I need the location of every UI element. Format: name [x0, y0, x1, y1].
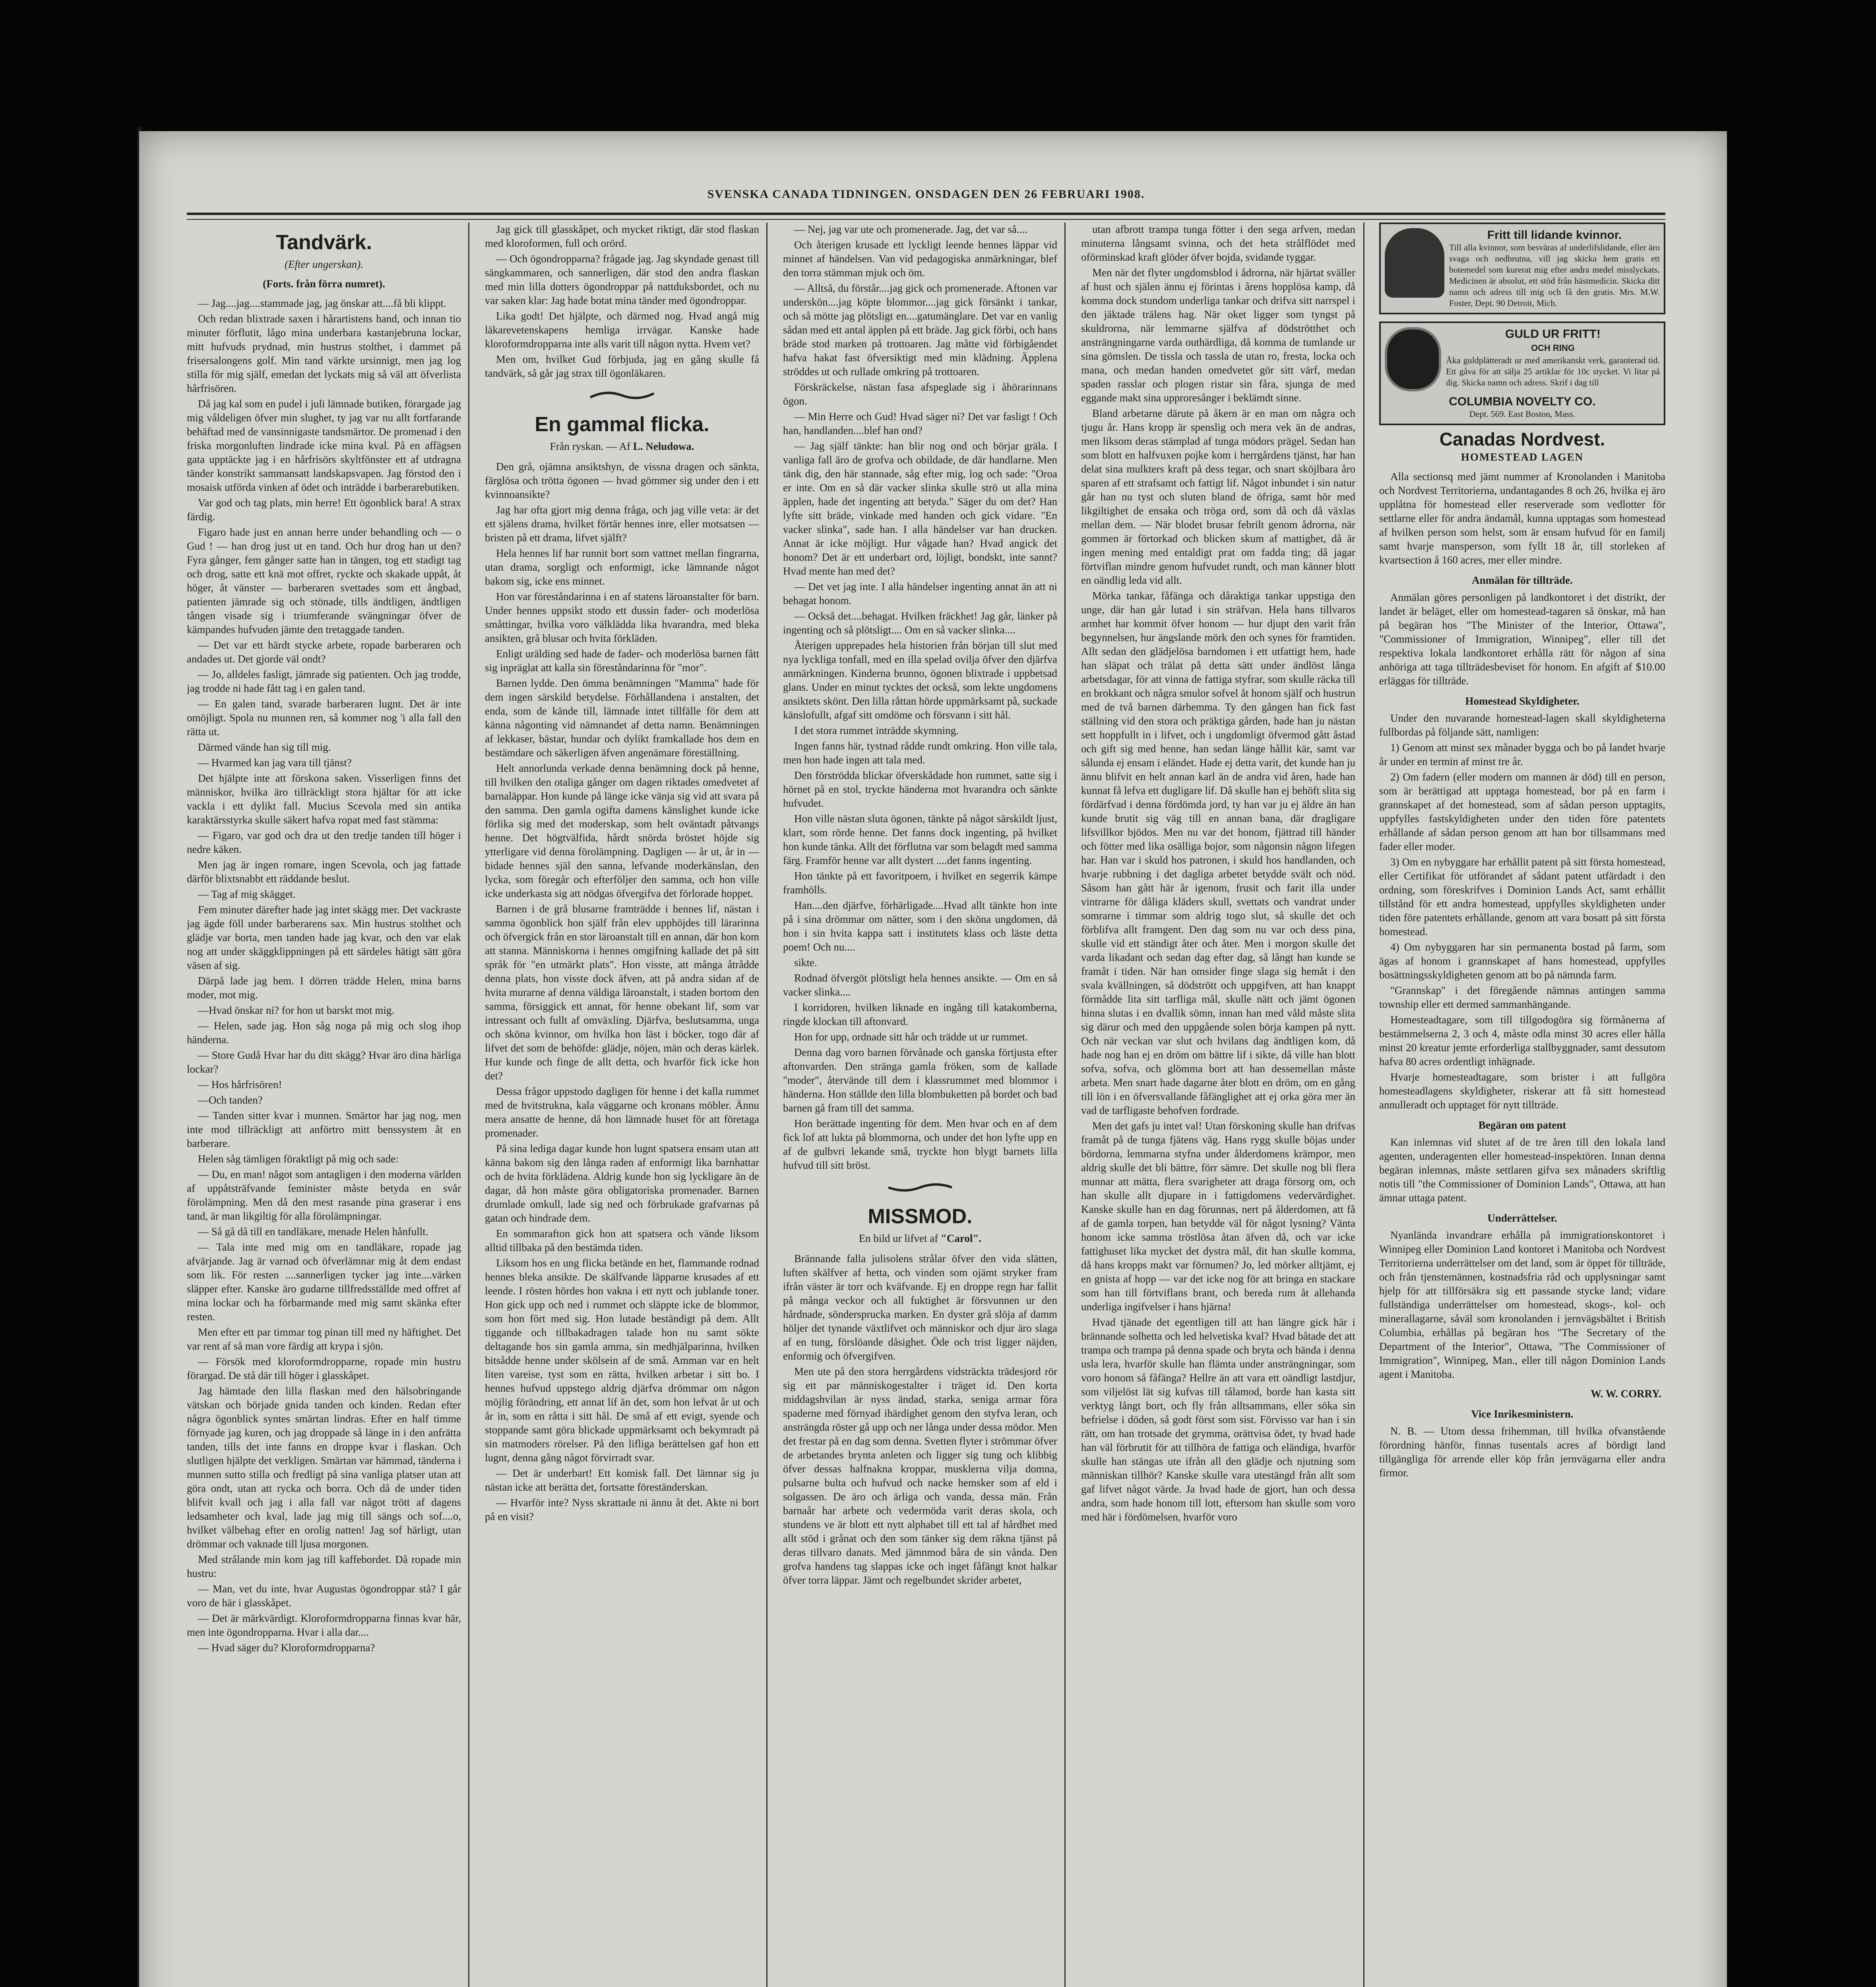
- paragraph: — En galen tand, svarade barberaren lugnt. Det är inte omöjligt. Spola nu munnen ren, så kommer nog 'i alla fall den rätta ut.: [187, 698, 461, 738]
- article-body: [187, 296, 461, 1655]
- paragraph: Ingen fanns här, tystnad rådde rundt omkring. Hon ville tala, men hon hade ingen att tala med.: [783, 740, 1057, 766]
- paragraph: Den förströdda blickar öfverskådade hon rummet, satte sig i hörnet på en stol, tryckte händerna mot hvarandra och sänkte hufvudet.: [783, 769, 1057, 809]
- newspaper-page: [139, 131, 1727, 1987]
- paragraph: — Tag af mig skägget.: [198, 888, 296, 900]
- byline-author: "Carol".: [940, 1232, 982, 1244]
- paragraph: Hon tänkte på ett favoritpoem, i hvilket en segerrik kämpe framhölls.: [783, 870, 1057, 896]
- paragraph: I det stora rummet inträdde skymning.: [794, 724, 959, 736]
- paragraph: En sommarafton gick hon att spatsera och vände liksom alltid tillbaka på den bestämda tiden.: [485, 1228, 759, 1253]
- paragraph: Nyanlända invandrare erhålla på immigrationskontoret i Winnipeg eller Dominion Land kontoret i Manitoba och Nordvest Territorierna underrättelser om det land, som är öppet för tillträde, och från tjenstemännen, kostnadsfria råd och upplysningar samt hjelp för att tillförsäkra sig ett passande stycke land; vidare fullständiga underrättelser om homestead, skogs-, kol- och minerallagarne, såväl som kronolanden i jernvägsbältet i British Columbia, erhållas på begäran hos "The Secretary of the Department of the Interior", Ottawa, "The Commissioner of Immigration", Winnipeg, Man., eller till någon Dominion Lands agent i Manitoba.: [1379, 1229, 1665, 1380]
- paragraph: Jag gick till glasskåpet, och mycket riktigt, där stod flaskan med kloroformen, full och orörd.: [485, 223, 759, 249]
- paragraph: Men om, hvilket Gud förbjuda, jag en gång skulle få tandvärk, så går jag strax till ögonläkaren.: [485, 353, 759, 379]
- paragraph: Han....den djärfve, förhärligade....Hvad allt tänkte hon inte på i sina drömmar om nätter, som i den sköna ungdomen, då hon i sin hvita kappa satt i institutets klass och läste detta poem! Och nu....: [783, 899, 1057, 953]
- paragraph: Hela hennes lif har runnit bort som vattnet mellan fingrarna, utan drama, sorgligt och enformigt, icke lämnande något bakom sig, icke ens minnet.: [485, 547, 759, 587]
- paragraph: — Det är märkvärdigt. Kloroformdropparna finnas kvar här, men inte ögondropparna. Hvar i alla dar....: [187, 1612, 461, 1638]
- paragraph: — Också det....behagat. Hvilken fräckhet! Jag går, länker på ingenting och så plötsligt.... Om en så vacker slinka....: [783, 610, 1057, 636]
- paragraph: — Alltså, du förstår....jag gick och promenerade. Aftonen var underskön....jag köpte blommor....jag gick försänkt i tankar, och så mötte jag plötsligt en....gatumänglare. Det var en vanlig sådan med ett antal äpplen på ett bräde. Jag gick förbi, och hans bräde stod marken på trottoaren. Jag måtte vid förbigåendet hafva hakat fast öfversiktigt med min klädning. Äpplena ströddes ut och rullade omkring på trottoaren.: [783, 282, 1057, 378]
- signature: W. W. CORRY.: [1591, 1388, 1661, 1400]
- paragraph: Men ute på den stora herrgårdens vidsträckta trädesjord rör sig ett par människogestalter i träget id. Den korta middagshvilan är nyss ändad, starka, seniga armar föra spaderne med förnyad ihärdighet genom den styfva leran, och ansträngda röster gå upp och ner långa under dessa mödor. Men det frestar på en dag som denna. Svetten flyter i strömmar öfver de arbetandes brynta anleten och ligger sig tung och klibbig öfver dessas halfnakna kroppar, musklerna vilja domna, pulsarne bulta och hufvud och nacke hemsker som af eld i solgassen. De äro och ärliga och vanda, dessa män. Från barnaår har arbete och vedermöda varit deras skola, och stundens ve är blott ett nytt alphabet till ett tal af hårdhet med allt stöd i grånat och den som tänker sig dem räkna tjänst på deras tillvaro danats. Med jämnmod båra de sin vånda. Den grofva handens tag slappas icke och inget fåfängt knot halkar öfver torra läppar. Jämt och regelbundet skrider arbetet,: [783, 1365, 1057, 1586]
- paragraph: Förskräckelse, nästan fasa afspeglade sig i åhörarinnans ögon.: [783, 381, 1057, 407]
- paragraph: 1) Genom att minst sex månader bygga och bo på landet hvarje år under en termin af minst tre år.: [1379, 742, 1665, 767]
- paragraph: — Hvarför inte? Nyss skrattade ni ännu åt det. Akte ni bort på en visit?: [485, 1497, 759, 1522]
- column-5: [1379, 223, 1665, 1987]
- paragraph: Anmälan göres personligen på landkontoret i det distrikt, der landet är beläget, eller om homestead-tagaren så önskar, må han på begäran hos "The Minister of the Interior, Ottawa", "Commissioner of Immigration, Winnipeg", eller till det respektiva lokala landkontoret erhålla rätt för någon af sina anhöriga att taga tillträdesbeviset för honom. En afgift af $10.00 erläggas för tillträde.: [1379, 591, 1665, 687]
- paragraph: Men när det flyter ungdomsblod i ådrorna, när hjärtat sväller af hust och själen ännu ej förintas i årens hopplösa kamp, då komma dock stundom underliga tankar och drifva sitt narrspel i den jäktade trälens hag. När oket ligger som tyngst på skuldrorna, när lemmarne själfva af dödströtthet och ansträngningarne varda outhärdliga, då komma de tumlande ur sina gömslen. De tissla och tassla de utan ro, fresta, locka och mana, och medan handen omedvetet gör sitt värf, medan spaden rasslar och plogen ristar sin fåra, sjunga de med eggande makt sina upproresånger i beklämdt sinne.: [1081, 267, 1355, 404]
- paragraph: Hvarje homesteadtagare, som brister i att fullgöra homesteadlagens skyldigheter, riskerar att få sitt homestead annulleradt och upptaget för nytt tillträde.: [1379, 1071, 1665, 1111]
- paragraph: — Tala inte med mig om en tandläkare, ropade jag afvärjande. Jag är varnad och öfverlämnar mig åt dem endast som lik. För resten ....sannerligen tycker jag inte....värken släpper efter. Kanske äro gudarne tillfredsställde med offret af mina lockar och ha förbarmande med mig samt skänka efter resten.: [187, 1241, 461, 1323]
- woman-portrait-icon: [1385, 228, 1444, 298]
- paragraph: 2) Om fadern (eller modern om mannen är död) till en person, som är berättigad att upptaga homestead, bor på en farm i grannskapet af det homestead, som af sådan person upptagits, uppfylles fastskyldigheten under den tiden före patentets erhållande af sådan person genom att han bor tillsammans med fader eller moder.: [1379, 771, 1665, 852]
- paragraph: Figaro hade just en annan herre under behandling och — o Gud ! — han drog just ut en tand. Och hur drog han ut den? Fyra gånger, fem gånger satte han in tängen, tog ett stadigt tag och drog, satte ett knä mot offret, ryckte och skakade uppåt, åt höger, åt vänster — barberaren svettades som ett ångbad, patienten jämrade sig och stönade, tills ändtligen, ändtligen tången visade sig i triumferande svängningar öfver de kämpandes hufvuden jämte den tretaggade tanden.: [187, 526, 461, 635]
- ad-title: GULD UR FRITT!: [1505, 327, 1601, 341]
- paragraph: Kan inlemnas vid slutet af de tre åren till den lokala land agenten, underagenten eller homestead-inspektören. Innan denna begäran inlemnas, måste settlaren gifva sex månaders skriftlig notis till "the Commissioner of Dominion Lands", Ottawa, att han ämnar uttaga patent.: [1379, 1136, 1665, 1204]
- paragraph: Alla sectionsq med jämt nummer af Kronolanden i Manitoba och Nordvest Territorierna, undantagandes 8 och 26, hvilka ej äro upplåtna för homestead eller reserverade som vedlotter för settlarne eller för andra ändamål, kunna upptagas som homestead af hvilken person som helst, som är ensam hufvud för en familj samt hvarje mansperson, som fyllt 18 år, till storleken af kvartsection å 160 acres, mer eller mindre.: [1379, 471, 1665, 566]
- paragraph: — Jag....jag....stammade jag, jag önskar att....få bli klippt.: [198, 297, 446, 309]
- paragraph: Hon berättade ingenting för dem. Men hvar och en af dem fick lof att lukta på blommorna, och under det hon lyfte upp en af de gulbvri lekande små, tryckte hon blygt barnets lilla hufvud till sitt bröst.: [783, 1117, 1057, 1171]
- paragraph: I korridoren, hvilken liknade en ingång till katakomberna, ringde klockan till aftonvard.: [783, 1001, 1057, 1027]
- ornament-icon: [586, 389, 658, 401]
- subheading: Anmälan för tillträde.: [1472, 574, 1573, 586]
- paragraph: — Hvad säger du? Kloroformdropparna?: [198, 1642, 375, 1654]
- paragraph: Dessa frågor uppstodo dagligen för henne i det kalla rummet med de hvitstrukna, kala väggarne och kronans möbler. Ännu mera ansatte de henne, då hon lämnade huset för att företaga promenader.: [485, 1085, 759, 1139]
- paragraph: — Och ögondropparna? frågade jag. Jag skyndade genast till sängkammaren, och sannerligen, där stod den andra flaskan med min lilla dotters ögondroppar på nattduksbordet, och nu var saken klar: Jag hade botat mina tänder med ögondroppar.: [485, 253, 759, 306]
- paragraph: Denna dag voro barnen förvånade och ganska förtjusta efter aftonvarden. Den stränga gamla fröken, som de kallade "moder", återvände till dem i klassrummet med blommor i händerna. Hon ställde den lilla blombuketten på bordet och bad barnen gå fram till det samma.: [783, 1046, 1057, 1114]
- ornament-divider: [485, 389, 759, 403]
- paragraph: Jag hämtade den lilla flaskan med den hälsobringande vätskan och började gnida tanden och kinden. Redan efter några ögonblick syntes smärtan lindras. Efter en half timme förnyade jag kuren, och jag droppade så länge in i den anfrätta tanden, tills det inte fanns en droppe kvar i flaskan. Och slutligen hjälpte det verkligen. Smärtan var hämmad, tänderna i munnen sutto stilla och fredligt på sina vanliga platser utan att göra ondt, utan att rycka och borra. Och då de under tiden blifvit kvall och jag i alla fall var något trött af dagens ledsamheter och kval, lade jag mig till sängs och sof....o, hvilket välbehag efter en orolig natten! Jag sof härligt, utan drömmar och vaknade till ljusa morgonen.: [187, 1385, 461, 1550]
- paragraph: — Man, vet du inte, hvar Augustas ögondroppar stå? I går voro de här i glasskåpet.: [187, 1583, 461, 1609]
- column-rule: [1064, 223, 1066, 1987]
- story-byline: [485, 440, 759, 453]
- paragraph: Enligt urälding sed hade de fader- och moderlösa barnen fått sig inpräglat att kalla sin föreståndarinna för "mor".: [485, 648, 759, 674]
- paragraph: Den grå, ojämna ansiktshyn, de vissna dragen och sänkta, färglösa och trötta ögonen — hvad gömmer sig under den i ett kvinnoansikte?: [485, 461, 759, 500]
- column-4: [1081, 223, 1355, 1987]
- subheading: Homestead Skyldigheter.: [1465, 695, 1579, 707]
- poem-title: MISSMOD.: [868, 1205, 973, 1228]
- column-rule: [468, 223, 469, 1987]
- paragraph: 3) Om en nybyggare har erhållit patent på sitt första homestead, eller Certifikat för utförandet af sådant patent utfärdadt i den ordning, som föreskrifves i Dominion Lands Act, samt erhållit tillstånd för ett andra homestead, uppfylles skyldigheten under tiden före patentets erhållande, genom att vara bosatt på sitt första homestead.: [1379, 856, 1665, 937]
- paragraph: Därmed vände han sig till mig.: [198, 741, 331, 753]
- paragraph: Fem minuter därefter hade jag intet skägg mer. Det vackraste jag ägde föll under barberarens sax. Min hustrus stolthet och glädje var borta, men tanden hade jag kvar, och den var elak nog att under skäggklippningen på ett särdeles hätigt sätt göra väsen af sig.: [187, 904, 461, 971]
- ad-text: Åka guldplätteradt ur med amerikanskt verk, garanterad tid. Ett gåva för att sälja 25 artiklar för 10c stycket. Vi litar på dig. Skicka namn och adress. Skrif i dag till: [1446, 355, 1660, 387]
- byline-prefix: Från ryskan. — Af: [550, 440, 633, 452]
- paragraph: Brännande falla julisolens strålar öfver den vida slätten, luften skälfver af hetta, och vinden som ojämt stryker fram ifrån väster är torr och kväfvande. Ej en droppe regn har fallit på många veckor och all fuktighet är försvunnen ur den hårdnade, söndersprucka marken. En dyster grå slöja af damm höljer det tynande växtlifvet och människor och djur äro slaga af en tung, förslöande dåsighet. Öde och trist ligger näjden, enformig och öfvergifven.: [783, 1253, 1057, 1362]
- paragraph: På sina lediga dagar kunde hon lugnt spatsera ensam utan att känna bakom sig den långa raden af enformigt lika barnhattar och de hvita förklädena. Aldrig kunde hon sig lyckligare än de dagar, då hon måste göra obligatoriska promenader. Barnen drumlade omkull, lade sig ned och förbrukade grafvarnas på gatan och hindrade dem.: [485, 1143, 759, 1224]
- story-title: En gammal flicka.: [535, 413, 709, 436]
- paragraph: — Nej, jag var ute och promenerade. Jag, det var så....: [794, 223, 1028, 235]
- paragraph: Var god och tag plats, min herre! Ett ögonblick bara! A strax färdig.: [187, 497, 461, 523]
- paragraph: Under den nuvarande homestead-lagen skall skyldigheterna fullbordas på följande sätt, namligen:: [1379, 712, 1665, 738]
- paragraph: "Grannskap" i det föregående nämnas antingen samma township eller ett dermed sammanhängande.: [1379, 984, 1665, 1010]
- ad-company: COLUMBIA NOVELTY CO.: [1449, 395, 1596, 408]
- paragraph: — Min Herre och Gud! Hvad säger ni? Det var fasligt ! Och han, handlanden....blef han ond?: [783, 411, 1057, 436]
- continuation-note: (Forts. från förra numret).: [263, 278, 385, 290]
- paragraph: — Jo, alldeles fasligt, jämrade sig patienten. Och jag trodde, jag trodde ni hade fått tag i en galen tand.: [187, 668, 461, 694]
- paragraph: Homesteadtagare, som till tillgodogöra sig förmånerna af bestämmelserna 2, 3 och 4, måste odla minst 30 acres eller hålla minst 20 kreatur jemte erforderliga stallbyggnader, samt dessutom hafva 80 acres ordentligt inhägnade.: [1379, 1014, 1665, 1067]
- masthead: SVENSKA CANADA TIDNINGEN. ONSDAGEN DEN 26 FEBRUARI 1908.: [707, 188, 1145, 201]
- paragraph: Då jag kal som en pudel i juli lämnade butiken, förargade jag mig våldeligen öfver min slughet, ty jag var nu allt fortfarande behäftad med de vansinnigaste tandsmärtor. De promenad i den friska morgonluften lindrade icke mina kval. På en affägsen gata upptäckte jag i en hårfrisörs skyltfönster ett af utdragna tänder konstrikt sammansatt landskapsvapen. Jag förstod den i mosaisk utförda vinken af ödet och inträdde i barberarebutiken.: [187, 398, 461, 493]
- advertisement-women: [1379, 223, 1665, 314]
- column-rule: [1363, 223, 1364, 1987]
- paragraph: 4) Om nybyggaren har sin permanenta bostad på farm, som ägas af honom i grannskapet af hans homestead, uppfylles bosättningsskyldigheten genom att bo på nämnda farm.: [1379, 941, 1665, 981]
- advertisement-watch: [1379, 321, 1665, 425]
- poem-byline: [783, 1232, 1057, 1245]
- paragraph: Barnen i de grå blusarne framträdde i hennes lif, nästan i samma ögonblick hon själf från elev upphöjdes till lärarinna och öfvergick från en stor läroanstalt till en annan, där hon kom att stanna. Människorna i hennes omgifning kallade det på sitt språk för "en utmärkt plats". Hon visste, att många åtrådde denna plats, hon visste dock äfven, att på andra sidan af de hvita murarne af denna väldiga läroanstalt, i staden bortom den samma, försiggick ett annat, för henne obekant lif, som var intressant och fullt af omväxling. Djärfva, beslutsamma, unga och sköna kvinnor, om hvilka hon läst i böcker, togo där af lifvet det som de behöfde: glädje, nöjen, män och deras kärlek. Hur kunde och finge de allt detta, och hvarför fick icke hon det?: [485, 903, 759, 1082]
- byline-prefix: En bild ur lifvet af: [859, 1232, 941, 1244]
- section-title: Canadas Nordvest.: [1439, 429, 1605, 449]
- paragraph: — Det var ett härdt stycke arbete, ropade barberaren och andades ut. Det gjorde väl ondt?: [187, 639, 461, 665]
- paragraph: sikte.: [794, 957, 817, 968]
- paragraph: Barnen lydde. Den ömma benämningen "Mamma" hade för dem ingen särskild betydelse. Förhållandena i anstalten, det enda, som de kände till, lämnade intet tillfälle för dem att känna någonting vid nämnandet af detta namn. Benämningen af lekkaser, bästar, hundar och dylikt framkallade hos dem en bestämdare och säkerligen äfven angenämare föreställning.: [485, 677, 759, 759]
- paragraph: Men jag är ingen romare, ingen Scevola, och jag fattade därför blixtsnabbt ett räddande beslut.: [187, 859, 461, 885]
- ad-title: Fritt till lidande kvinnor.: [1487, 229, 1622, 242]
- paragraph: — Jag själf tänkte: han blir nog ond och börjar gräla. I vanliga fall äro de grofva och obildade, de där handlarne. Men tänk dig, den här stannade, såg efter mig, log och sade: "Oroa er inte. Om en så där vacker slinka skulle strö ut alla mina äpplen, hade det ingenting att betyda." Säger du om det? Han lyfte sitt bräde, vinkade med handen och gick vidare. "En vacker slinka", sade han. I alla händelser var han drucken. Annat är icke möjligt. Hur vågade han? Hvad angick det honom? Det är ett underbart ord, löjligt, bondskt, inte sannt? Hvad mente han med det?: [783, 440, 1057, 577]
- paragraph: — Försök med kloroformdropparne, ropade min hustru förargad. De stå där till höger i glasskåpet.: [187, 1356, 461, 1381]
- paragraph: Och återigen krusade ett lyckligt leende hennes läppar vid minnet af händelsen. Van vid pedagogiska anmärkningar, blef den torra stämman mjuk och öm.: [783, 239, 1057, 279]
- subheading: Underrättelser.: [1487, 1212, 1557, 1224]
- ornament-icon: [884, 1181, 956, 1193]
- signature-title: Vice Inrikesministern.: [1471, 1408, 1574, 1420]
- paragraph: Hon for upp, ordnade sitt hår och trädde ut ur rummet.: [794, 1031, 1028, 1043]
- paragraph: Och redan blixtrade saxen i hårartistens hand, och innan tio minuter förflutit, lågo mina underbara kastanjebruna lockar, mitt hufvuds prydnad, min hustrus stolthet, i dammet på frisersalongens golf. Min tand värkte ursinnigt, men jag log stilla för mig själf, emedan det lyckats mig så väl att öfverlista hårfrisören.: [187, 313, 461, 394]
- pocket-watch-icon: [1385, 327, 1441, 391]
- subheading: Begäran om patent: [1478, 1119, 1566, 1131]
- section-subtitle: HOMESTEAD LAGEN: [1461, 451, 1584, 463]
- paragraph: Men efter ett par timmar tog pinan till med ny häftighet. Det var rent af så man vore färdig att krypa i sjön.: [187, 1326, 461, 1352]
- paragraph: — Hvarmed kan jag vara till tjänst?: [198, 757, 352, 769]
- masthead-rule: [187, 213, 1665, 220]
- paragraph: — Tanden sitter kvar i munnen. Smärtor har jag nog, men inte mod tillräckligt att anförtro mitt benssystem åt en barberare.: [187, 1110, 461, 1149]
- column-2: [485, 223, 759, 1987]
- paragraph: — Figaro, var god och dra ut den tredje tanden till höger i nedre käken.: [187, 829, 461, 855]
- paragraph: —Hvad önskar ni? for hon ut barskt mot mig.: [198, 1004, 395, 1016]
- paragraph: Men det gafs ju intet val! Utan förskoning skulle han drifvas framåt på de tunga fjätens väg. Hans rygg skulle böjas under bördorna, lemmarna styfna under ålderdomens krämpor, men aldrig skulle det bli bättre, förr sämre. Det skulle nog bli flera munnar att mätta, flera svarigheter att draga försorg om, och han skulle allt djupare in i fattigdomens vedervärdighet. Kanske skulle han en dag förunnas, nert på ålderdomen, att få af de gamla torpen, han betydde väl för något lysning? Vänta honom icke samma tröstlösa åtan äfven då, och var icke fattighuset lika mycket det dystra mål, dit han skulle komma, då hans kropps makt var förnumen? Jo, led mörker alltjämt, ej en gnista af hopp — var det icke nog för att bringa en stackare som han till förtviflans brant, och bereda rum åt allehanda underliga ingifvelser i hans hjärna!: [1081, 1120, 1355, 1313]
- paragraph: — Helen, sade jag. Hon såg noga på mig och slog ihop händerna.: [187, 1020, 461, 1046]
- column-rule: [766, 223, 767, 1987]
- paragraph: Helen såg tämligen föraktligt på mig och sade:: [198, 1153, 399, 1165]
- paragraph: —Och tanden?: [198, 1094, 263, 1106]
- paragraph: Helt annorlunda verkade denna benämning dock på henne, till hvilken den otaliga gånger om dagen riktades omedvetet af barnaläppar. Hon kunde på länge icke vänja sig vid att svara på den samma. Den gamla ogifta damens känslighet kunde icke förlika sig med det moderskap, som helt oväntadt påtvangs henne. Det högtvälfida, hårdt snörda bröstet höjde sig ytterligare vid denna förolämpning. Dagligen — år ut, år in — bidade hennes själ den sanna, lefvande moderkänslan, den lycka, som föregår och efterföljer den samma, och hon ville icke underkasta sig att nödgas öfvergifva det förlorade hoppet.: [485, 762, 759, 899]
- paragraph: Det hjälpte inte att förskona saken. Visserligen finns det människor, hvilka äro tillräckligt stora hjältar för att icke vackla i ett dylikt fall. Mucius Scevola med sin antika karaktärsstyrka skulle säkert hafva ropat med fast stämma:: [187, 772, 461, 826]
- paragraph: Återigen upprepades hela historien från början till slut med nya lyckliga tonfall, med en illa spelad ovilja öfver den djärfva anmärkningen. Kinderna brunno, ögonen blixtrade i uppbetsad glans. Under en minut tycktes det också, som lekte ungdomens ansiktets skönt. Den lilla råttan hörde uppmärksamt på, suckade känslofullt, afgaf sitt omdöme och försvann i sitt hål.: [783, 639, 1057, 721]
- byline-author: L. Neludowa.: [633, 440, 694, 452]
- paragraph: Rodnad öfvergöt plötsligt hela hennes ansikte. — Om en så vacker slinka....: [783, 972, 1057, 998]
- paragraph: Mörka tankar, fåfänga och dåraktiga tankar uppstiga den unge, där han går lutad i sin sträfvan. Hela hans tillvaros armhet har kommit öfver honom — hur djupt den varit från begynnelsen, hur ängslande mörk den och synes för framtiden. Allt sedan den glädjelösa barndomen i ett utfattigt hem, hade han släpat och trälat på detta sätt under ändlöst långa arbetsdagar, för att vinna de fattiga styfrar, som skulle räcka till en brokkant och några smulor sofvel åt honom själf och hustrun med de två barnen därhemma. Ty den gången han fick fast ställning vid den stora och präktiga gården, hade han ju nästan sett hoppfullt in i lifvet, och i ungdomligt öfvermod gått åstad och gift sig med henne, han sedan länge hållit kär, samt var sålunda ej ensam i eländet. Hade ej detta varit, det kunde han ju ännu blifvit en helt annan karl än de andra vid åren, hade han kunnat få lefva ett dugligare lif. Då skulle han ej behöft slita sig fördärfvad i denna fördömda jord, ty han var ju ej äldre än han kunde brutit sig väg till en annan bana, där dragligare lifsvillkor bjödos. Men nu var det honom, fjättrad till händer och fötter med lika osälliga bojor, som någonsin någon lifegen har. Han var i skuld hos patronen, i skuld hos handlanden, och hvarje rubbning i det dagliga arbetet betydde svält och nöd. Såsom han gått här år igenom, frusit och farit illa under vintrarne för dåliga kläders skull, svettats och vandrat under somrarne i timmar som aldrig togo slut, så skulle det och förblifva allt framgent. Den dag som nu var och dess pina, skulle vid ett ständigt åter och åter. Men i morgon skulle det varda likadant och sedan dag efter dag, så långt han kunde se framåt i tiden. När han omsider finge slaga sig hemåt i den svala kvällningen, så dödstrött och uppgifven, att han knappt förmådde lita sitt tarfliga mål, skulle nätt och jämt ögonen hinna slutas i en dvallik sömn, innan han med våld måste slita sig därur och med den uppgående solen börja kampen på nytt. Och när veckan var slut och hvilans dag ändtligen kom, då hade nog han ej en dröm om bättre lif i sikte, då ville han blott sofva, sofva, och glömma bort att han dessemellan måste arbeta. Men snart hade dagarne åter blott en dröm, om en gång till lön i en öfversvallande fåfänglighet att ej orka göra mer än vad de tarfligaste behofven fordrade.: [1081, 590, 1355, 1116]
- paragraph: Hon ville nästan sluta ögonen, tänkte på något särskildt ljust, klart, som rörde henne. Det fanns dock ingenting, på hvilket hon kunde tänka. Allt det förflutna var som belagdt med samma färg. Framför henne var allt dystert ....det fanns ingenting.: [783, 813, 1057, 866]
- paragraph: Med strålande min kom jag till kaffebordet. Då ropade min hustru:: [187, 1553, 461, 1579]
- ad-subtitle: OCH RING: [1531, 343, 1575, 353]
- article-subtitle: (Efter ungerskan).: [285, 258, 363, 270]
- paragraph: Lika godt! Det hjälpte, och därmed nog. Hvad angå mig läkarevetenskapens hemliga irrvägar. Kanske hade kloroformdropparna inte alls varit till någon nytta. Hvem vet?: [485, 310, 759, 350]
- paragraph: Bland arbetarne därute på åkern är en man om några och tjugu år. Hans kropp är spenslig och mera vek än de andras, men liksom deras stämplad af tunga mödors prägel. Sedan han som blott en halfvuxen pojke kom i herrgårdens tjänst, har han delat sina mulkters kraft på dess tegar, och snart sköjlbara åro sparen af ett strafsamt och fattigt lif. Något inbundet i sin natur går han nu tyst och sluten bland de öfriga, samt hör med likgiltighet de ensaka och tröga ord, som då och då växlas mellan dem. — När blodet brusar febrilt genom ådrorna, när gommen är förtorkad och blicken skum af mattighet, då är ingen mening med entaldigt prat om fadda ting; då jagar förtviflan mindre genom hufvudet rundt, och man känner blott en oändlig leda vid allt.: [1081, 407, 1355, 586]
- paragraph: Liksom hos en ung flicka betände en het, flammande rodnad hennes bleka ansikte. De skälfvande läpparne krusades af ett leende. I rösten hördes hon vakna i ett nytt och jublande toner. Hon gick upp och ned i rummet och släppte icke de blommor, som hon fört med sig. Hon lutade beständigt på dem. Allt tiggande och tillbakadragen talade hon nu samt sökte deltagande hos sin gamla amma, sin medhjälparinna, hvilken bitsådde henne under skölsein af de små. Amman var en helt liten vareise, tyst som en rätta, hvilken arbetar i sitt bo. I hennes hufvud uppstego aldrig djärfva drömmar om någon möjlig förändring, ett annat lif än det, som hon lefvat år ut och år in, som en råtta i sitt hål. De små af ett evigt, syende och stoppande samt göra blickade uppmärksamt och bekymradt på sin matmoders rörelser. På den lifliga berättelsen gaf hon ett lugnt, denna gång något förvirradt svar.: [485, 1257, 759, 1464]
- paragraph: utan afbrott trampa tunga fötter i den sega arfven, medan minuterna långsamt svinna, och det heta strålflödet med oförminskad kraft glöder öfver bojda, svidande tyggar.: [1081, 223, 1355, 263]
- paragraph: — Store Gudå Hvar har du ditt skägg? Hvar äro dina härliga lockar?: [187, 1049, 461, 1075]
- ad-address: Dept. 569. East Boston, Mass.: [1469, 409, 1576, 419]
- paragraph: Hon var föreståndarinna i en af statens läroanstalter för barn. Under hennes uppsikt stodo ett dussin fader- och moderlösa småttingar, hvilka voro välklädda lika hvarandra, med bleka ansikten, grå blusar och hvita förkläden.: [485, 591, 759, 644]
- ad-text: Till alla kvinnor, som besväras af underlifslidande, eller äro svaga och nedbrutna, vill jag skicka hem gratis ett botemedel som kurerat mig efter andra medel misslyckats. Medicinen är absolut, ett stöd från hästmedicin. Skicka ditt namn och adress till mig och få den gratis. Mrs. M.W. Foster, Dept. 90 Detroit, Mich.: [1449, 242, 1660, 308]
- column-1: [187, 223, 461, 1987]
- column-3: [783, 223, 1057, 1987]
- paragraph: Hvad tjänade det egentligen till att han längre gick här i brännande solhetta och led helvetiska kval? Hvad båtade det att trampa och trampa på denna spade och bryta och bända i denna usla lera, hvarför skulle han flämta under ansträngningar, som voro honom så fåfänga? Hellre än att vara ett oändligt lastdjur, som viljelöst lät sig kufvas till tålamod, borde han kasta sitt verktyg långt bort, och fly från alltsammans, eller söka sin befrielse i döden, så godt först som sist. Förvisso var han i sin rätt, om han trotsade det grymma, orättvisa ödet, ty hvad hade han väl förbrutit för att tillhöra de fattiga och eländiga, hvarför skulle han stängas ute ifrån all den glädje och njutning som människan tillhör? Kanske skulle vara utestängd från allt som gaf lifvet något värde. Ja hvad hade de gjort, han och dessa andra, som hade honom till lott, eftersom han skulle som voro med här i fördömelsen, hvarför voro: [1081, 1316, 1355, 1523]
- ornament-divider: [783, 1181, 1057, 1195]
- paragraph: — Du, en man! något som antagligen i den moderna världen af uppåtsträfvande feminister måste betyda en svår förolämpning. Men då den mest rasande pina graserar i ens tand, är man likgiltig för alla förolämpningar.: [187, 1168, 461, 1222]
- paragraph: — Så gå då till en tandläkare, menade Helen hånfullt.: [198, 1226, 428, 1238]
- paragraph: — Hos hårfrisören!: [198, 1079, 282, 1090]
- article-title: Tandvärk.: [276, 231, 372, 254]
- paragraph: — Det är underbart! Ett komisk fall. Det lämnar sig ju nästan icke att berätta det, fortsatte föreständerskan.: [485, 1467, 759, 1493]
- paragraph: Därpå lade jag hem. I dörren trädde Helen, mina barns moder, mot mig.: [187, 975, 461, 1001]
- paragraph: — Det vet jag inte. I alla händelser ingenting annat än att ni behagat honom.: [783, 581, 1057, 606]
- paragraph: Jag har ofta gjort mig denna fråga, och jag ville veta: är det ett själens drama, hvilket förtär hennes inre, eller motsatsen — bristen på ett drama, lifvet själft?: [485, 504, 759, 544]
- paragraph: N. B. — Utom dessa frihemman, till hvilka ofvanstående förordning hänför, finnas tusentals acres af bördigt land tillgängliga för arrende eller köp från jernvägarna eller andra firmor.: [1379, 1425, 1665, 1479]
